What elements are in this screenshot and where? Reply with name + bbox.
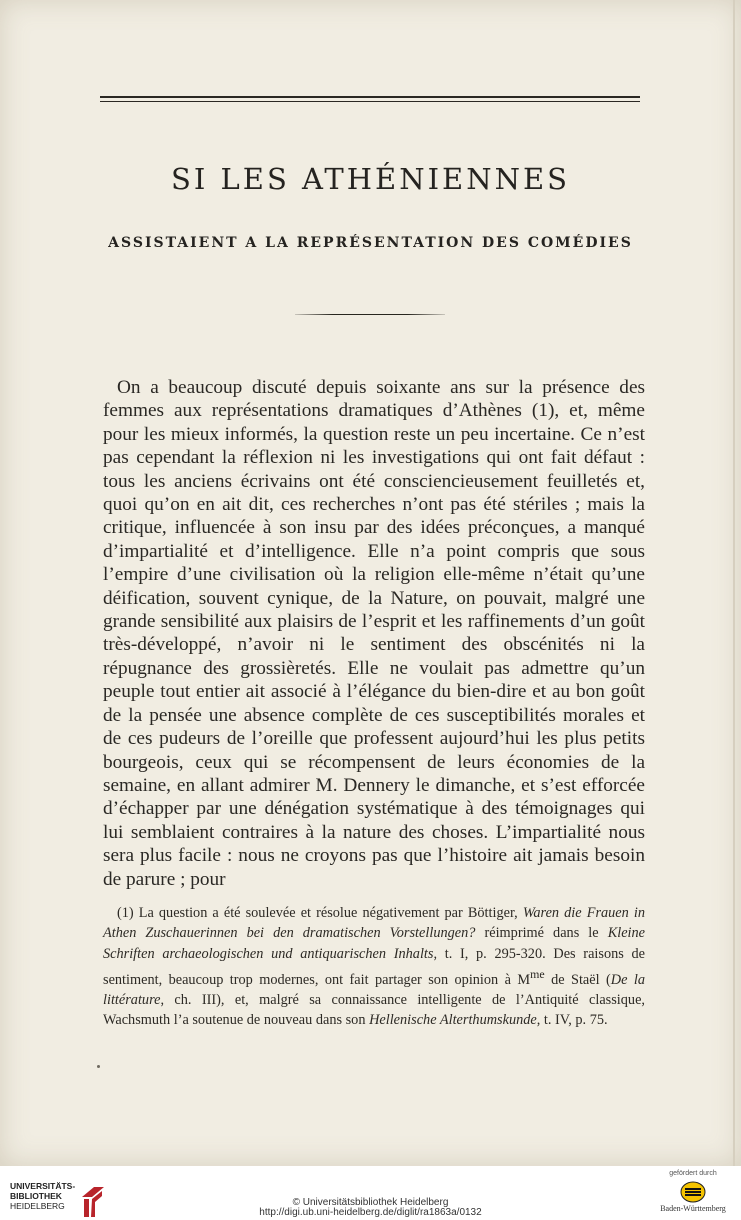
baden-wuerttemberg-crest-icon	[680, 1181, 706, 1203]
footnote-title-italic: Hellenische Alterthumskunde	[369, 1012, 537, 1029]
library-name-line: BIBLIOTHEK	[10, 1191, 62, 1201]
copyright-notice: © Universitätsbibliothek Heidelberg	[292, 1197, 449, 1208]
footnote	[103, 903, 645, 1031]
viewer-footer	[0, 1166, 741, 1220]
permalink-url[interactable]: http://digi.ub.uni-heidelberg.de/diglit/ra1863a/0132	[259, 1207, 482, 1218]
article-title: SI LES ATHÉNIENNES	[171, 162, 570, 196]
funder-name: Baden-Württemberg	[660, 1204, 726, 1213]
footnote-title-italic: Waren die Frauen in Athen Zuschauerinnen bei den dramatischen Vorstellungen?	[103, 905, 645, 942]
footnote-text: , t. IV, p. 75.	[536, 1012, 608, 1029]
library-name-line: UNIVERSITÄTS-	[10, 1181, 76, 1191]
footnote-text: , ch. III), et, malgré sa connaissance intelligente de l’Antiquité classique, Wachsmuth l’a soutenue de nouveau dans son	[103, 991, 645, 1029]
footnote-text: (1) La question a été soulevée et résolue négativement par Böttiger,	[117, 905, 523, 921]
footnote-title-italic: Kleine Schriften archaeologischen und antiquarischen Inhalts	[103, 925, 646, 962]
footnote-superscript: me	[530, 966, 545, 981]
footnote-text: , t. I, p. 295-320. Des raisons de sentiment, beaucoup trop modernes, ont fait partager son opinion à M	[103, 945, 645, 988]
library-name-line: HEIDELBERG	[10, 1201, 65, 1211]
footnote-text: de Staël (	[544, 971, 611, 988]
ink-speck	[97, 1065, 100, 1068]
footnote-text: réimprimé dans le	[475, 925, 608, 942]
body-paragraph: On a beaucoup discuté depuis soixante ans sur la présence des femmes aux représentations dramatiques d’Athènes (1), et, même pour les mieux informés, la question reste un peu incertaine. Ce n’est pas cependant la réflexion ni les investigations qui ont fait défaut : tous les anciens écrivains ont été consciencieusement feuilletés et, quoi qu’on en ait dit, ces recherches n’ont pas été stériles ; mais la critique, influencée à son insu par des idées préconçues, a manqué d’impartialité et d’intelligence. Elle n’a point compris que sous l’empire d’une civilisation où la religion elle-même n’était qu’une déification, souvent cynique, de la Nature, on pouvait, malgré une grande sensibilité aux plaisirs de l’esprit et les raffinements d’un goût très-développé, n’avoir ni le sentiment des obscénités ni la répugnance des grossièretés. Elle ne voulait pas admettre qu’un peuple tout entier ait associé à l’élégance du bien-dire et au bon goût de la pensée une absence complète de ces susceptibilités morales et de ces pudeurs de l’oreille que professent aujourd’hui les plus petits bourgeois, ceux qui se récompensent de leurs économies de la semaine, en allant admirer M. Dennery le dimanche, et s’est efforcée d’échapper par une dénégation systématique à des témoignages qui lui semblaient contraires à la nature des choses. L’impartialité nous sera plus facile : nous ne croyons pas que l’histoire ait jamais besoin de parure ; pour	[103, 377, 645, 890]
title-separator-rule	[295, 314, 445, 315]
footnote-title-italic: De la littérature	[103, 971, 645, 1008]
article-subtitle: ASSISTAIENT A LA REPRÉSENTATION DES COMÉDIES	[108, 235, 633, 251]
header-double-rule-bottom	[100, 101, 640, 102]
funding-badge[interactable]	[653, 1170, 733, 1213]
funding-label: gefördert durch	[669, 1170, 717, 1177]
header-double-rule-top	[100, 96, 640, 98]
